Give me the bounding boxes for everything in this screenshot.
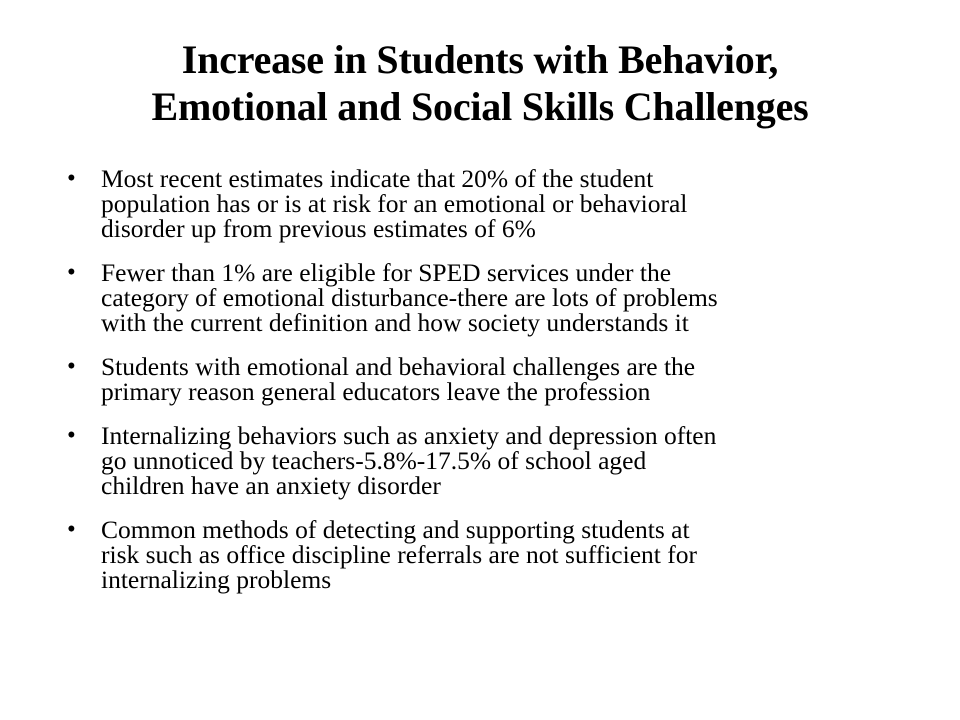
bullet-line: with the current definition and how society understands it <box>101 308 689 337</box>
bullet-text <box>101 354 898 404</box>
bullet-list <box>58 166 898 611</box>
bullet-line: Fewer than 1% are eligible for SPED services under the <box>101 258 672 287</box>
bullet-item <box>58 354 898 404</box>
bullet-line: Most recent estimates indicate that 20% of the student <box>101 164 654 193</box>
bullet-line: Internalizing behaviors such as anxiety and depression often <box>101 421 717 450</box>
bullet-text <box>101 423 898 498</box>
bullet-line: risk such as office discipline referrals are not sufficient for <box>101 540 697 569</box>
bullet-line: disorder up from previous estimates of 6% <box>101 214 536 243</box>
bullet-item <box>58 166 898 241</box>
bullet-text <box>101 166 898 241</box>
bullet-item <box>58 517 898 592</box>
slide-title <box>40 36 920 130</box>
bullet-text <box>101 260 898 335</box>
bullet-line: internalizing problems <box>101 565 332 594</box>
slide-title-line-1: Increase in Students with Behavior, <box>181 37 779 82</box>
bullet-dot-icon: • <box>67 259 76 286</box>
bullet-line: Common methods of detecting and supporting students at <box>101 515 690 544</box>
bullet-line: Students with emotional and behavioral challenges are the <box>101 352 696 381</box>
bullet-dot-icon: • <box>67 422 76 449</box>
bullet-line: population has or is at risk for an emotional or behavioral <box>101 189 688 218</box>
bullet-line: category of emotional disturbance-there are lots of problems <box>101 283 718 312</box>
slide-title-line-2: Emotional and Social Skills Challenges <box>151 84 809 129</box>
bullet-dot-icon: • <box>67 165 76 192</box>
bullet-line: primary reason general educators leave the profession <box>101 377 651 406</box>
bullet-item <box>58 423 898 498</box>
bullet-dot-icon: • <box>67 353 76 380</box>
bullet-line: go unnoticed by teachers-5.8%-17.5% of school aged <box>101 446 647 475</box>
bullet-dot-icon: • <box>67 516 76 543</box>
bullet-text <box>101 517 898 592</box>
bullet-item <box>58 260 898 335</box>
bullet-line: children have an anxiety disorder <box>101 471 441 500</box>
